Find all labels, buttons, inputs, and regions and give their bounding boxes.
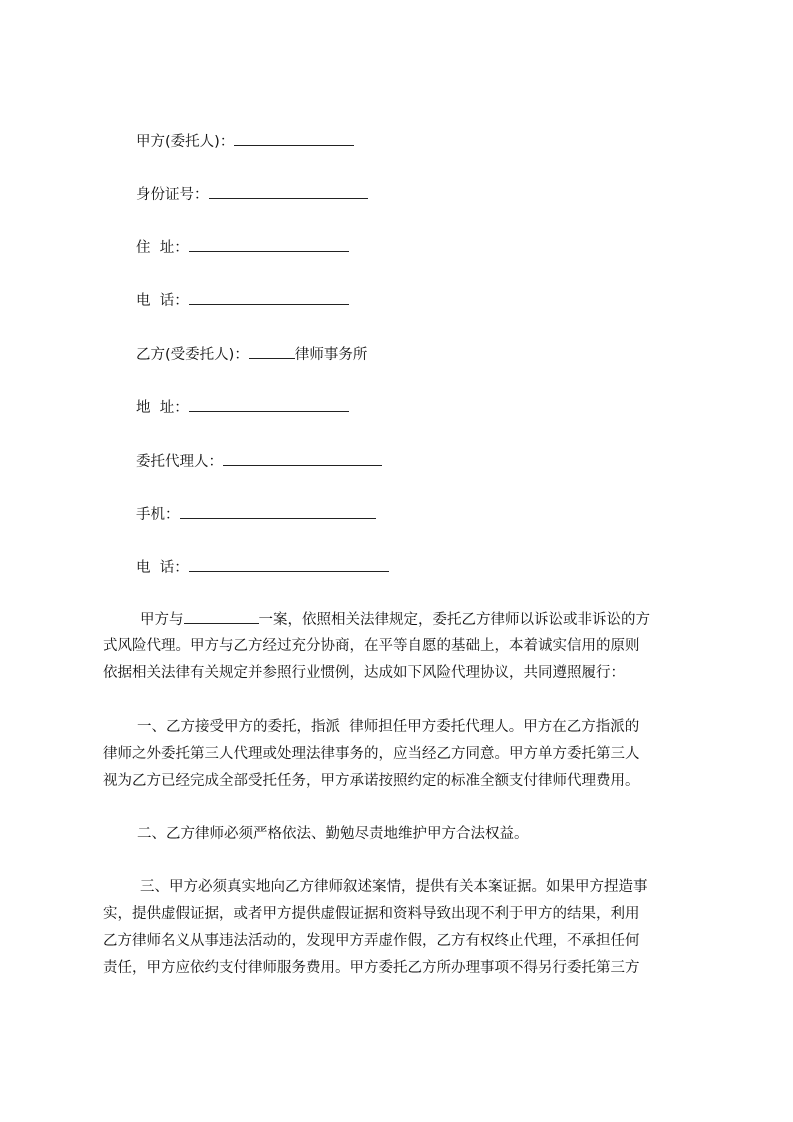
intro-line: 式风险代理。甲方与乙方经过充分协商，在平等自愿的基础上，本着诚实信用的原则	[103, 638, 640, 654]
phone-b-field	[136, 557, 389, 578]
field-label: 住 址：	[136, 240, 189, 256]
agent-field	[136, 451, 382, 472]
law-firm-blank[interactable]	[249, 344, 295, 359]
address-b-blank[interactable]	[189, 397, 349, 412]
law-firm-suffix: 律师事务所	[294, 347, 368, 363]
field-label: 身份证号：	[136, 187, 209, 203]
clause-line: 律师之外委托第三人代理或处理法律事务的，应当经乙方同意。甲方单方委托第三人	[103, 746, 640, 762]
mobile-field	[136, 504, 376, 525]
field-label: 地 址：	[136, 400, 189, 416]
clause-line: 一、乙方接受甲方的委托，指派 律师担任甲方委托代理人。甲方在乙方指派的	[137, 719, 640, 735]
address-a-blank[interactable]	[189, 237, 349, 252]
party-b-field	[136, 344, 367, 365]
clause-line: 实，提供虚假证据，或者甲方提供虚假证据和资料导致出现不利于甲方的结果，利用	[103, 906, 640, 922]
agent-blank[interactable]	[223, 451, 382, 466]
address-a-field	[136, 237, 349, 258]
case-blank[interactable]	[184, 609, 259, 624]
field-label: 电 话：	[136, 560, 189, 576]
phone-a-field	[136, 290, 349, 311]
field-label: 委托代理人：	[136, 454, 223, 470]
id-number-blank[interactable]	[209, 184, 368, 199]
field-label: 甲方(委托人)：	[136, 134, 235, 150]
phone-b-blank[interactable]	[189, 557, 389, 572]
field-label: 手机：	[136, 507, 180, 523]
intro-line: 依据相关法律有关规定并参照行业惯例，达成如下风险代理协议，共同遵照履行：	[103, 665, 625, 681]
phone-a-blank[interactable]	[189, 290, 349, 305]
party-a-field	[136, 131, 354, 152]
party-a-blank[interactable]	[234, 131, 354, 146]
clause-line: 二、乙方律师必须严格依法、勤勉尽责地维护甲方合法权益。	[137, 826, 529, 842]
clause-line: 乙方律师名义从事违法活动的，发现甲方弄虚作假，乙方有权终止代理，不承担任何	[103, 933, 640, 949]
address-b-field	[136, 397, 349, 418]
field-label: 电 话：	[136, 293, 189, 309]
field-label: 乙方(受委托人)：	[136, 347, 249, 363]
intro-prefix: 甲方与	[140, 612, 184, 628]
clause-line: 视为乙方已经完成全部受托任务，甲方承诺按照约定的标准全额支付律师代理费用。	[103, 773, 640, 789]
mobile-blank[interactable]	[180, 504, 376, 519]
clause-line: 责任，甲方应依约支付律师服务费用。甲方委托乙方所办理事项不得另行委托第三方	[103, 960, 640, 976]
intro-line: 一案，依照相关法律规定，委托乙方律师以诉讼或非诉讼的方	[258, 612, 650, 628]
clause-line: 三、甲方必须真实地向乙方律师叙述案情，提供有关本案证据。如果甲方捏造事	[140, 879, 648, 895]
id-number-field	[136, 184, 368, 205]
